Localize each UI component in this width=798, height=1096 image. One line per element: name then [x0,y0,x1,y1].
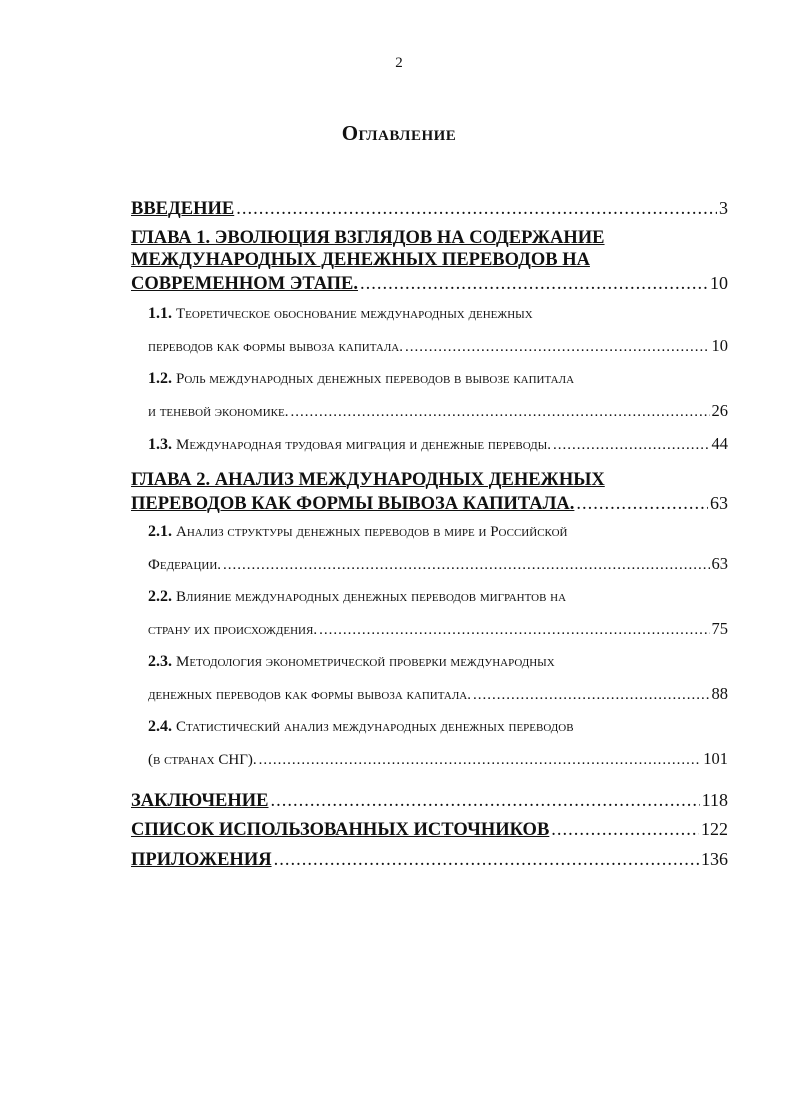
section-number: 1.3. [148,436,172,453]
toc-entry-section-2-2[interactable] [131,581,728,646]
toc-conclusion-page: 118 [701,790,728,810]
toc-entry-intro[interactable] [131,196,728,221]
section-title-line2: денежных переводов как формы вывоза капитала. [148,687,471,703]
page-number: 2 [395,55,403,71]
section-number: 1.2. [148,370,172,387]
section-page: 101 [703,749,728,768]
toc-references-label: СПИСОК ИСПОЛЬЗОВАННЫХ ИСТОЧНИКОВ [131,820,550,840]
toc-conclusion-label: ЗАКЛЮЧЕНИЕ [131,791,269,811]
chapter2-page: 63 [710,493,728,513]
page-title: Оглавление [341,121,457,145]
section-number: 2.1. [148,523,172,540]
leader-dots [259,745,702,776]
section-title-line1: Международная трудовая миграция и денежные переводы. [176,437,551,453]
section-title-line1: Теоретическое обоснование международных денежных [176,306,533,322]
leader-dots [405,332,710,363]
leader-dots [223,550,709,581]
toc-entry-section-2-4[interactable] [131,711,728,776]
section-title-line2: (в странах СНГ). [148,752,257,768]
section-number: 2.2. [148,588,172,605]
leader-dots [553,430,710,461]
section-page: 44 [711,434,728,453]
leader-dots [290,397,709,428]
toc-intro-label: ВВЕДЕНИЕ [131,199,235,219]
section-page: 63 [711,554,728,573]
section-title-line1: Анализ структуры денежных переводов в мире и Российской [176,524,568,540]
section-title-line1: Влияние международных денежных переводов мигрантов на [176,589,567,605]
section-number: 2.3. [148,653,172,670]
leader-dots [360,272,708,296]
toc-entry-section-1-1[interactable] [131,298,728,363]
table-of-contents [131,196,728,875]
toc-appendix-label: ПРИЛОЖЕНИЯ [131,850,272,870]
chapter1-page: 10 [710,273,728,293]
chapter1-title-line3: СОВРЕМЕННОМ ЭТАПЕ. [131,274,359,294]
section-page: 26 [711,401,728,420]
toc-entry-chapter2[interactable] [131,469,728,516]
toc-entry-conclusion[interactable] [131,786,728,815]
toc-references-page: 122 [701,819,728,839]
toc-entry-section-1-3[interactable] [131,428,728,461]
chapter2-title-line1: ГЛАВА 2. АНАЛИЗ МЕЖДУНАРОДНЫХ ДЕНЕЖНЫХ [131,470,605,490]
leader-dots [576,492,708,516]
toc-entry-section-2-1[interactable] [131,516,728,581]
leader-dots [236,197,717,221]
leader-dots [271,787,700,815]
section-number: 2.4. [148,718,172,735]
toc-entry-appendix[interactable] [131,845,728,875]
leader-dots [551,816,699,845]
section-page: 75 [711,619,728,638]
chapter2-title-line2: ПЕРЕВОДОВ КАК ФОРМЫ ВЫВОЗА КАПИТАЛА. [131,494,575,514]
section-title-line2: и теневой экономике. [148,404,289,420]
leader-dots [319,615,709,646]
toc-entry-section-1-2[interactable] [131,363,728,428]
section-title-line1: Методология эконометрической проверки международных [176,654,555,670]
chapter1-title-line1: ГЛАВА 1. ЭВОЛЮЦИЯ ВЗГЛЯДОВ НА СОДЕРЖАНИЕ [131,228,605,248]
section-page: 10 [711,336,728,355]
section-number: 1.1. [148,305,172,322]
section-title-line2: Федерации. [148,557,222,573]
section-title-line2: страну их происхождения. [148,622,318,638]
section-title-line1: Статистический анализ международных денежных переводов [176,719,574,735]
toc-appendix-page: 136 [701,849,728,869]
leader-dots [274,846,699,875]
leader-dots [473,680,710,711]
section-title-line2: переводов как формы вывоза капитала. [148,339,403,355]
toc-intro-page: 3 [719,198,728,218]
section-page: 88 [711,684,728,703]
toc-entry-references[interactable] [131,815,728,845]
section-title-line1: Роль международных денежных переводов в вывозе капитала [176,371,575,387]
toc-entry-chapter1[interactable] [131,227,728,296]
chapter1-title-line2: МЕЖДУНАРОДНЫХ ДЕНЕЖНЫХ ПЕРЕВОДОВ НА [131,250,590,270]
toc-entry-section-2-3[interactable] [131,646,728,711]
